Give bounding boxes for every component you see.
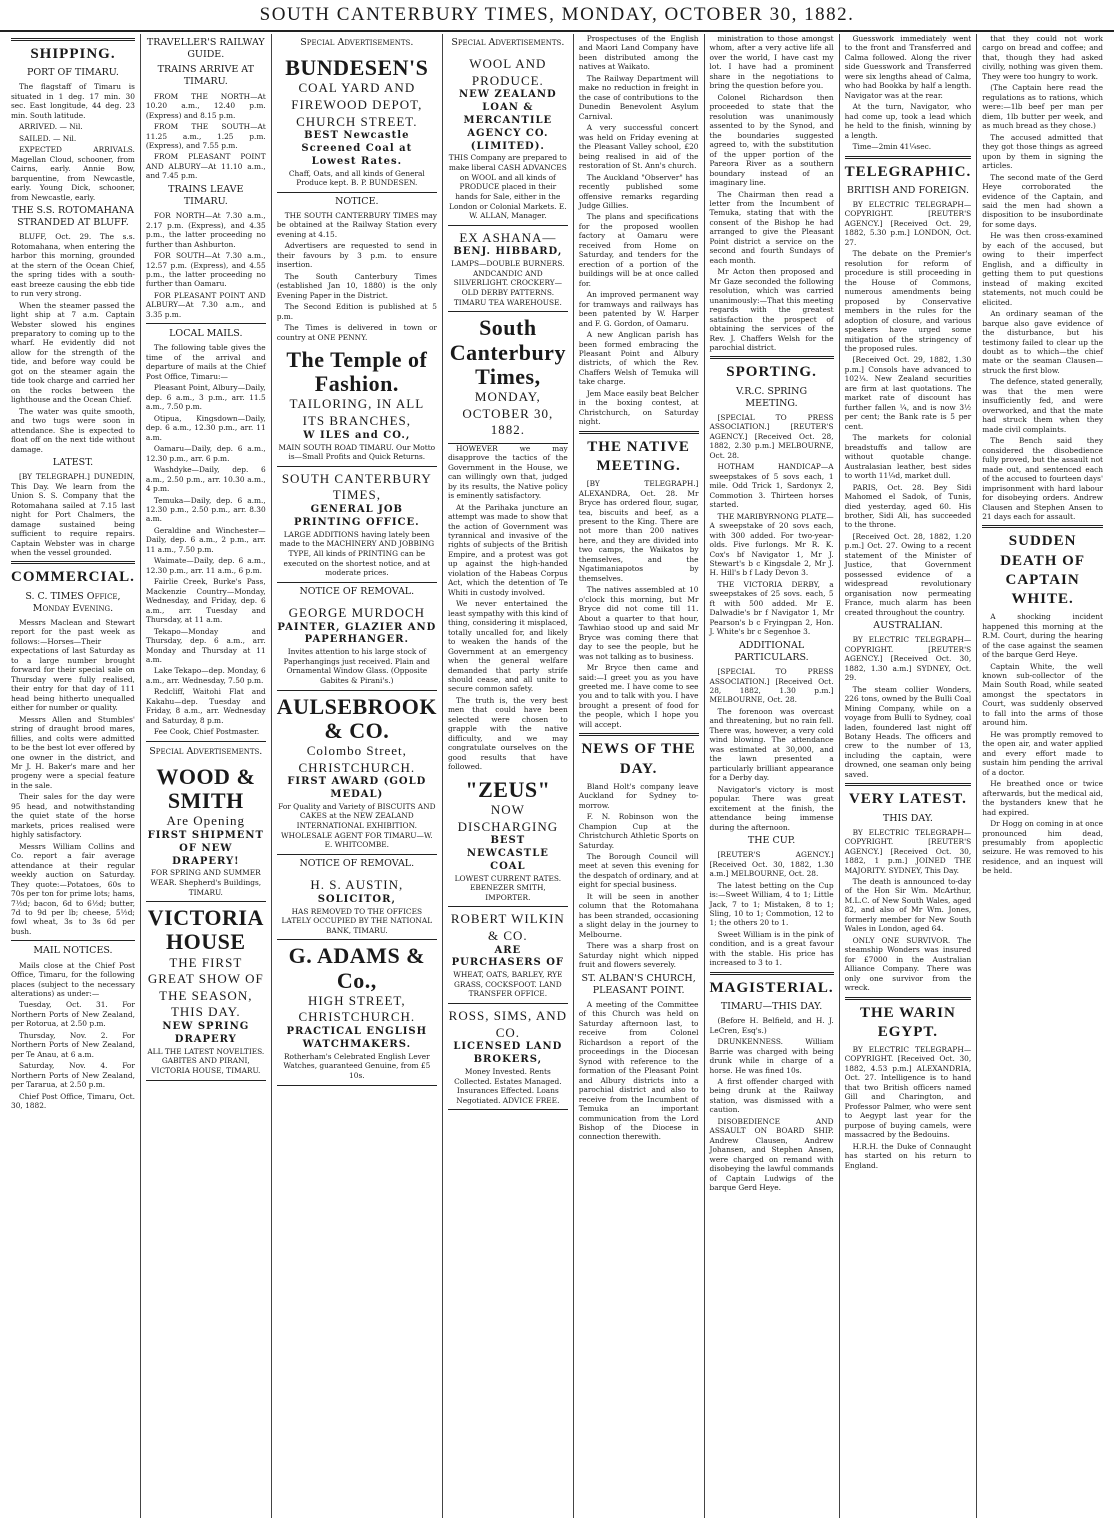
paragraph: A shocking incident happened this morning at the R.M. Court, during the hearing of the case against the seamen of the barque Gerd Heye. xyxy=(982,612,1103,660)
paragraph: The Chairman then read a letter from the Incumbent of Temuka, stating that with the consent of the Bishop he had arranged to give the Pleasant Point district a service on the second and fourth Sundays of each month. xyxy=(709,189,834,265)
subheading: TRAINS ARRIVE AT TIMARU. xyxy=(157,64,254,88)
paragraph: The natives assembled at 10 o'clock this morning, but Mr Bryce did not come till 11. About a quarter to that hour, Tawhiao stood up and said Mr Bryce was coming there that day to see the people, but he was not talking as to business. xyxy=(578,585,699,661)
subheading: THE S.S. ROTOMAHANA STRANDED AT BLUFF. xyxy=(11,204,134,229)
ad-headline: BUNDESEN'S xyxy=(285,55,429,81)
ad-heading: FIRST AWARD (GOLD MEDAL) xyxy=(287,776,427,801)
advertisement xyxy=(448,52,568,226)
column-7 xyxy=(840,34,978,1518)
advertisement xyxy=(277,344,437,467)
article-body xyxy=(146,343,266,736)
ad-text: HAS REMOVED TO THE OFFICES LATELY OCCUPIED BY THE NATIONAL BANK, TIMARU. xyxy=(281,906,433,935)
ad-subline: SOUTH CANTERBURY TIMES, xyxy=(281,470,432,503)
advertisement xyxy=(277,467,437,583)
paragraph: The second mate of the Gerd Heye corroborated the evidence of the Captain, and said the men had shown a disposition to be insubordinate for some days. xyxy=(982,172,1103,229)
article-body xyxy=(11,232,135,454)
paragraph: The defence, stated generally, was that the men were insufficiently fed, and were overworked, and that the mate had struck them when they made civil complaints. xyxy=(982,377,1103,434)
masthead-title: SOUTH CANTERBURY TIMES, MONDAY, OCTOBER 30, 1882. xyxy=(259,4,855,25)
advertisement xyxy=(277,873,437,940)
ad-text: Rotherham's Celebrated English Lever Watches, guaranteed Genuine, from £5 10s. xyxy=(283,1051,431,1080)
section-rule xyxy=(579,733,699,736)
article-body xyxy=(710,850,834,968)
ad-heading: NEW SPRING DRAPERY xyxy=(162,1021,250,1045)
paragraph: At the Parihaka juncture an attempt was made to show that the action of Government was tyrannical and invasive of the rights of subjects of the British Empire, and a protest was got up against the high-handed violation of the Habeas Corpus Act, which the detention of Te Whiti in custody involved. xyxy=(447,502,568,597)
article-body xyxy=(982,612,1103,876)
column-3 xyxy=(272,34,443,1518)
paragraph: A first offender charged with being drunk at the Railway station, was dismissed with a caution. xyxy=(709,1076,834,1115)
paragraph: FROM THE NORTH—At 10.20 a.m., 12.40 p.m. (Express) and 8.15 p.m. xyxy=(145,91,266,120)
paragraph: [Received Oct. 29, 1882, 1.30 p.m.] Consols have advanced to 102¼. New Zealand securities are firm at last quotations. The market rate of discount has further fallen ¼, and is now 3½ per cent; the Bank rate is 5 per cent. xyxy=(844,355,972,431)
section-heading: SHIPPING. xyxy=(30,46,116,62)
article-body xyxy=(11,618,135,936)
paragraph: He was then cross-examined by each of the accused, but owing to their imperfect English, and a difficulty in getting them to put questions instead of making excited statements, not much could be elicited. xyxy=(982,231,1103,307)
section-heading: TELEGRAPHIC. xyxy=(844,163,972,180)
paragraph: Advertisers are requested to send in their favours by 3 p.m. to ensure insertion. xyxy=(276,241,437,270)
article-body xyxy=(845,1045,972,1170)
section-heading: MAGISTERIAL. xyxy=(709,979,834,996)
paragraph: SAILED. — Nil. xyxy=(19,133,77,143)
paragraph: Their sales for the day were 95 head, and notwithstanding the quiet state of the horse markets, prices realised were highly satisfactory. xyxy=(11,792,135,840)
paragraph: The forenoon was overcast and threatening, but no rain fell. There was, however, a very cold wind blowing. The attendance was estimated at 30,000, and the lawn presented a particularly brilliant appearance for a Derby day. xyxy=(709,706,834,783)
advertisement xyxy=(146,761,266,902)
section-heading: THE NATIVE MEETING. xyxy=(587,438,690,474)
paragraph: The Railway Department will make no reduction in freight in the case of contributions to the Dunedin Benevolent Asylum Carnival. xyxy=(578,73,699,121)
section-heading: NEWS OF THE DAY. xyxy=(581,741,696,777)
subheading: Special Advertisements. xyxy=(300,37,414,48)
paragraph: Geraldine and Winchester—Daily, dep. 6 a.m., 2 p.m., arr. 11 a.m., 7.50 p.m. xyxy=(145,525,266,554)
paragraph: FROM PLEASANT POINT AND ALBURY—At 11.10 a.m., and 7.45 p.m. xyxy=(145,152,266,181)
article-body xyxy=(982,34,1103,521)
ad-heading: LICENSED LAND BROKERS, xyxy=(453,1041,563,1066)
article-body xyxy=(845,828,972,993)
column-4 xyxy=(443,34,574,1518)
paragraph: that they could not work cargo on bread and coffee; and that, though they had asked civilly, nothing was given them. They were too hungry to work. xyxy=(982,34,1103,81)
section-rule xyxy=(11,38,135,41)
ad-text: LARGE ADDITIONS having lately been made to the MACHINERY AND JOBBING TYPE, All kinds of PRINTING can be executed on the shortest notice, and at moderate prices. xyxy=(279,529,435,578)
paragraph: (Before H. Belfield, and H. J. LeCren, Esq's.) xyxy=(709,1016,834,1035)
ad-headline: WOOD & SMITH xyxy=(156,763,256,814)
article-body xyxy=(11,82,135,202)
paragraph: Navigator's victory is most popular. There was great excitement at the finish, the attendance being immense during the afternoon. xyxy=(709,784,834,832)
paragraph: The South Canterbury Times (established Jan 10, 1880) is the only Evening Paper in the District. xyxy=(276,271,437,300)
paragraph: An improved permanent way for tramways and railways has been patented by W. Harper and F. G. Gordon, of Oamaru. xyxy=(578,290,699,328)
paragraph: Redcliff, Waitohi Flat and Kakahu—dep. Tuesday and Friday, 8 a.m., arr. Wednesday and Saturday, 8 p.m. xyxy=(145,687,266,725)
ad-headline: AULSEBROOK & CO. xyxy=(276,693,437,743)
ad-headline: G. ADAMS & Co., xyxy=(288,943,426,993)
article-body xyxy=(710,34,834,352)
paragraph: The following table gives the time of the arrival and departure of mails at the Chief Post Office, Timaru:— xyxy=(145,343,266,381)
section-rule xyxy=(11,561,135,564)
ad-text: MAIN SOUTH ROAD TIMARU. Our Motto is—Small Profits and Quick Returns. xyxy=(278,442,436,462)
paragraph: Saturday, Nov. 4. For Northern Ports of New Zealand, per Tararua, at 2.50 p.m. xyxy=(11,1061,135,1090)
advertisement xyxy=(448,312,568,443)
ad-heading: NEW ZEALAND LOAN & MERCANTILE AGENCY CO. (LIMITED). xyxy=(458,89,557,152)
subheading: S. C. TIMES Office, Monday Evening. xyxy=(25,590,121,614)
column-1 xyxy=(6,34,141,1518)
ad-text: FOR SPRING AND SUMMER WEAR. Shepherd's Buildings, TIMARU. xyxy=(150,868,262,897)
paragraph: The flagstaff of Timaru is situated in 1 deg. 17 min. 30 sec. East longitude, 44 deg. 23 min. South latitude. xyxy=(11,82,135,120)
paragraph: Colonel Richardson then proceeded to state that the resolution was unanimously assented to by the Synod, and the boundaries suggested agreed to, with the substitution of the upper portion of the Pareora River as a southern boundary instead of an imaginary line. xyxy=(709,92,834,188)
subheading: ST. ALBAN'S CHURCH, PLEASANT POINT. xyxy=(581,972,696,996)
ad-subline: GEORGE MURDOCH xyxy=(288,604,426,620)
ad-heading: BENJ. HIBBARD, xyxy=(453,246,563,258)
ad-heading: ARE PURCHASERS OF xyxy=(451,944,565,969)
paragraph: (The Captain here read the regulations as to rations, which were:—1lb beef per man per diem, 1lb butter per week, and as much bread as they chose.) xyxy=(982,83,1103,131)
ad-subline: Colombo Street, CHRISTCHURCH. xyxy=(298,743,416,775)
paragraph: Thursday, Nov. 2. For Northern Ports of New Zealand, per Te Anau, at 6 a.m. xyxy=(11,1030,135,1059)
section-heading: SPORTING. xyxy=(726,364,817,381)
ad-subline: TAILORING, IN ALL ITS BRANCHES, xyxy=(289,396,425,429)
advertisement xyxy=(277,691,437,855)
subheading: MAIL NOTICES. xyxy=(33,945,113,957)
paragraph: DISOBEDIENCE AND ASSAULT ON BOARD SHIP. Andrew Clausen, Andrew Johansen, and Stephen Ansen, were charged on remand with disobeying the lawful commands of Captain Ludwigs of the barque Gerd Heye. xyxy=(709,1116,834,1193)
paragraph: BY ELECTRIC TELEGRAPH—COPYRIGHT. [REUTER'S AGENCY.] [Received Oct. 30, 1882, 1.30 a.m.] SYDNEY, Oct. 29. xyxy=(844,635,972,683)
paragraph: Guesswork immediately went to the front and Transferred and Calma followed. Along the river side Guesswork and Transferred were six lengths ahead of Calma, who had Bookka by half a length. Navigator was at the rear. xyxy=(844,34,972,100)
paragraph: Messrs William Collins and Co. report a fair average attendance at their regular weekly auction on Saturday. They quote:—Potatoes, 60s to 70s per ton for prime lots; hams, 7½d; bacon, 6d to 6½d; butter, 7d to 9d per lb; cheese, 5½d; fowl wheat, 3s to 3s 6d per bush. xyxy=(11,841,135,936)
paragraph: Messrs Allen and Stumbles' string of draught brood mares, fillies, and colts were admitted to be the best lot ever offered by one owner in the district, and Mr J. H. Baker's mare and her progeny were a special feature in the sale. xyxy=(11,714,135,790)
paragraph: Lake Tekapo—dep. Monday, 6 a.m., arr. Wednesday, 7.50 p.m. xyxy=(145,666,266,685)
advertisement xyxy=(448,226,568,313)
ad-text: Invites attention to his large stock of Paperhangings just received. Plain and Ornamental Window Glass. (Opposite Gabites & Pirani's.) xyxy=(283,647,431,685)
subheading: Special Advertisements. xyxy=(149,745,263,757)
paragraph: The debate on the Premier's resolution for reform of procedure is still proceeding in the House of Commons, numerous amendments being proposed by Conservative members in the rules for the adoption of closure, and various speakers have urged some mitigation of the stringency of the proposed rules. xyxy=(844,249,972,353)
section-rule xyxy=(845,997,972,1000)
paragraph: THE MARIBYRNONG PLATE—A sweepstake of 20 sovs each, with 300 added. For two-year-olds. Five furlongs. Mr R. K. Cox's bf Navigator 1, Mr J. Stewart's b c Kingsdale 2, Mr J. H. Hill's b f Lady Devon 3. xyxy=(709,511,834,578)
subheading: NOTICE. xyxy=(335,195,379,207)
subheading: AUSTRALIAN. xyxy=(873,620,943,632)
paragraph: When the steamer passed the light ship at 7 a.m. Captain Webster slowed his engines preparatory to coming up to the wharf. He evidently did not allow for the strength of the tide, and before way could be got on the steamer again the tide took charge and carried her on the rocks between the lighthouse and the Ocean Chief. xyxy=(11,300,135,405)
paragraph: [BY TELEGRAPH.] ALEXANDRA, Oct. 28. Mr Bryce has ordered flour, sugar, tea, biscuits and beef, as a present to the King. There are not more than 200 natives here, and they are divided into two camps, the Waikatos by themselves, and the Ngatimaniapotos by themselves. xyxy=(578,479,699,583)
paragraph: A meeting of the Committee of this Church was held on Saturday afternoon last, to receive from Colonel Richardson a report of the proceedings in the Diocesan Synod with reference to the formation of the Pleasant Point and Albury districts into a parochial district and also to receive from the Incumbent of Temuka an important communication from the Lord Bishop of the Diocese in connection therewith. xyxy=(578,999,699,1142)
paragraph: BY ELECTRIC TELEGRAPH—COPYRIGHT. [Received Oct. 30, 1882, 4.53 p.m.] ALEXANDRIA, Oct. 27. Intelligence is to hand that two British officers named Gill and Charington, and Professor Palmer, who were sent to Aegypt last year for the purpose of buying camels, were massacred by the Bedouins. xyxy=(844,1045,972,1140)
paragraph: HOWEVER we may disapprove the tactics of the Government in the House, we can willingly own that, judged by its results, the Native policy is eminently satisfactory. xyxy=(447,443,568,501)
paragraph: Dr Hogg on coming in at once pronounced him dead, presumably from apoplectic seizure. He was removed to his residence, and an inquest will be held. xyxy=(982,819,1104,876)
ad-subline: H. S. AUSTIN, xyxy=(310,877,404,893)
ad-heading: PAINTER, GLAZIER AND PAPERHANGER. xyxy=(277,621,437,646)
column-5 xyxy=(574,34,705,1518)
paragraph: A very successful concert was held on Friday evening at the Pleasant Valley school, £20 being realised in aid of the restoration of St. Ann's church. xyxy=(578,123,699,171)
paragraph: ARRIVED. — Nil. xyxy=(19,122,83,132)
paragraph: [BY TELEGRAPH.] DUNEDIN, This Day. We learn from the Union S. S. Company that the Rotomahana sailed at 7.15 last night for Port Chalmers, the damage sustained being sufficient to require repairs. Captain Webster was in charge when the vessel grounded. xyxy=(11,472,135,557)
subheading: LOCAL MAILS. xyxy=(169,328,243,340)
paragraph: Fee Cook, Chief Postmaster. xyxy=(153,727,260,737)
ad-heading: W ILES and CO., xyxy=(303,429,411,441)
article-body xyxy=(277,211,437,342)
paragraph: THE SOUTH CANTERBURY TIMES may be obtained at the Railway Station every evening at 4.15. xyxy=(276,211,437,239)
paragraph: [Received Oct. 28, 1882, 1.20 p.m.] Oct. 27. Owing to a recent statement of the Minister of Justice, that Government possessed evidence of a widespread revolutionary organisation now permeating France, much alarm has been created throughout the country. xyxy=(844,531,972,617)
ad-subline: MONDAY, OCTOBER 30, 1882. xyxy=(462,388,554,438)
subheading: TRAINS LEAVE TIMARU. xyxy=(168,183,244,207)
advertisement xyxy=(146,902,266,1080)
paragraph: The water was quite smooth, and two tugs were soon in attendance. She is expected to float off on the next tide without damage. xyxy=(11,406,135,454)
column-6 xyxy=(705,34,840,1518)
advertisement xyxy=(448,774,568,908)
ad-subline: Are Opening xyxy=(166,813,246,829)
paragraph: BLUFF, Oct. 29. The s.s. Rotomahana, when entering the harbor this morning, grounded at the stern of the Ocean Chief, the spring tides with a south-east breeze causing the ebb tide to run very strong. xyxy=(11,232,135,299)
paragraph: The steam collier Wonders, 226 tons, owned by the Bulli Coal Mining Company, while on a voyage from Bulli to Sydney, coal laden, foundered last night off Botany Heads. The officers and crew to the number of 13, including the captain, were drowned, one seaman only being saved. xyxy=(844,684,972,779)
paragraph: EXPECTED ARRIVALS. Magellan Cloud, schooner, from Cairns, early. Annie Bow, barquentine, from Newcastle, early. Young Dick, schooner, from Newcastle, early. xyxy=(11,145,135,202)
paragraph: The Times is delivered in town or country at ONE PENNY. xyxy=(276,323,437,342)
article-body xyxy=(579,1000,699,1142)
ad-heading: SOLICITOR, xyxy=(317,893,396,905)
article-body xyxy=(579,34,699,427)
paragraph: DRUNKENNESS. William Barrie was charged with being drunk while in charge of a horse. He was fined 10s. xyxy=(709,1037,834,1075)
ad-text: THIS Company are prepared to make liberal CASH ADVANCES on WOOL and all kinds of PRODUCE placed in their hands for Sale, either in the London or Colonial Markets. E. W. ALLAN, Manager. xyxy=(448,153,567,221)
subheading: NOTICE OF REMOVAL. xyxy=(299,585,415,597)
section-heading: SUDDEN DEATH OF CAPTAIN WHITE. xyxy=(1000,533,1086,607)
subheading: BRITISH AND FOREIGN. xyxy=(846,184,969,196)
paragraph: Waimate—Daily, dep. 6 a.m., 12.30 p.m., arr. 11 a.m., 6 p.m. xyxy=(145,556,266,575)
paragraph: Oamaru—Daily, dep. 6 a.m., 12.30 p.m., arr. 6 p.m. xyxy=(145,444,266,463)
newspaper-columns xyxy=(6,34,1108,1518)
subheading: NOTICE OF REMOVAL. xyxy=(299,857,415,869)
section-heading: VERY LATEST. xyxy=(848,791,967,808)
article-body xyxy=(579,479,699,729)
paragraph: BY ELECTRIC TELEGRAPH—COPYRIGHT. [REUTER'S AGENCY.] [Received Oct. 30, 1882, 1 p.m.] JOINED THE MAJORITY. SYDNEY, This Day. xyxy=(844,827,972,875)
advertisement xyxy=(448,1004,568,1110)
paragraph: Jem Mace easily beat Belcher in the boxing contest, at Christchurch, on Saturday night. xyxy=(578,388,699,427)
paragraph: ONLY ONE SURVIVOR. The steamship Wonders was insured for £7000 in the Australian Alliance Company. There was only one survivor from the wreck. xyxy=(844,935,972,993)
paragraph: The markets for colonial breadstuffs and tallow are without quotable change. Australasian leather, best sides to worth 11¼d, market dull. xyxy=(844,433,972,481)
paragraph: [SPECIAL TO PRESS ASSOCIATION.] [Received Oct. 28, 1882, 1.30 p.m.] MELBOURNE, Oct. 28. xyxy=(709,667,834,705)
subheading: V.R.C. SPRING MEETING. xyxy=(736,385,808,409)
paragraph: A new Anglican parish has been formed embracing the Pleasant Point and Albury districts, of which the Rev. Chaffers Welsh of Temuka will take charge. xyxy=(578,330,699,387)
paragraph: Messrs Maclean and Stewart report for the past week as follows:—Horses—Their expectations of last Saturday as to a large number brought forward for their special sale on Thursday were fully realised, their entry for that day of 111 head being hitherto unequalled either for number or quality. xyxy=(11,617,135,713)
paragraph: ministration to those amongst whom, after a very active life all over the world, I have cast my lot. I have had a prominent share in the negotiations to bring the question before you. xyxy=(709,34,834,91)
section-heading: THE WARIN EGYPT. xyxy=(859,1004,956,1040)
ad-subline: THE FIRST GREAT SHOW OF THE SEASON, THIS DAY. xyxy=(147,954,264,1020)
paragraph: Time—2min 41¼sec. xyxy=(852,142,932,152)
paragraph: Tuesday, Oct. 31. For Northern Ports of New Zealand, per Rotorua, at 2.50 p.m. xyxy=(11,1000,135,1029)
section-rule xyxy=(845,783,972,786)
ad-subline: ROBERT WILKIN & CO. xyxy=(450,911,565,944)
ad-headline: "ZEUS" xyxy=(465,776,551,802)
ad-headline: South Canterbury Times, xyxy=(449,315,566,389)
advertisement xyxy=(277,601,437,691)
ad-headline: VICTORIA HOUSE xyxy=(147,905,264,955)
article-body xyxy=(146,92,266,181)
article-body xyxy=(710,1016,834,1192)
ad-text: Chaff, Oats, and all kinds of General Produce kept. B. P. BUNDESEN. xyxy=(288,168,425,188)
ad-text: For Quality and Variety of BISCUITS AND CAKES at the NEW ZEALAND INTERNATIONAL EXHIBITION. WHOLESALE AGENT FOR TIMARU—W. E. WHITCOMBE. xyxy=(278,801,436,850)
paragraph: Tekapo—Monday and Thursday, dep. 6 a.m., arr. Monday and Thursday at 11 a.m. xyxy=(145,626,266,664)
paragraph: FOR PLEASANT POINT AND ALBURY—At 7.30 a.m., and 3.35 p.m. xyxy=(145,290,266,319)
paragraph: PARIS, Oct. 28. Bey Sidi Mahomed el Sadok, of Tunis, died yesterday, aged 60. His brother, Sidi Ali, has succeeded to the throne. xyxy=(844,482,972,530)
paragraph: Mails close at the Chief Post Office, Timaru, for the following places (subject to the necessary alterations) as under:— xyxy=(11,960,135,998)
ad-heading: BEST NEWCASTLE COAL xyxy=(466,835,549,872)
subheading: LATEST. xyxy=(52,457,94,469)
ad-text: ALL THE LATEST NOVELTIES. GABITES AND PIRANI, VICTORIA HOUSE, TIMARU. xyxy=(147,1046,265,1075)
paragraph: The latest betting on the Cup is:—Sweet William, 4 to 1; Little Jack, 7 to 1; Mistaken, 8 to 1; Sling, 10 to 1; Commotion, 12 to 1; the others 20 to 1. xyxy=(709,880,834,928)
section-rule xyxy=(710,356,834,359)
advertisement xyxy=(277,940,437,1085)
paragraph: The truth is, the very best men that could have been selected were chosen to grapple with the native difficulty, and we may congratulate ourselves on the good results that have followed. xyxy=(447,695,568,772)
paragraph: There was a sharp frost on Saturday night which nipped fruit and flowers severely. xyxy=(578,941,699,970)
divider xyxy=(146,741,266,742)
paragraph: HOTHAM HANDICAP—A sweepstakes of 5 sovs each, 1 mile. Odd Trick 1, Sardonyx 2, Commotion 3. Thirteen horses started. xyxy=(709,462,834,510)
paragraph: H.R.H. the Duke of Connaught has started on his return to England. xyxy=(844,1141,972,1170)
paragraph: Temuka—Daily, dep. 6 a.m., 12.30 p.m., 2.50 p.m., arr. 8.30 a.m. xyxy=(145,495,266,524)
ad-subline: WOOL AND PRODUCE. xyxy=(469,56,547,88)
article-body xyxy=(579,782,699,970)
article-body xyxy=(11,472,135,557)
article-body xyxy=(448,444,568,772)
paragraph: FROM THE SOUTH—At 11.25 a.m., 1.25 p.m. (Express), and 7.55 p.m. xyxy=(145,122,266,150)
ad-heading: FIRST SHIPMENT OF NEW DRAPERY! xyxy=(147,829,264,867)
ad-subline: NOW DISCHARGING xyxy=(457,801,559,834)
masthead xyxy=(0,0,1114,32)
paragraph: FOR NORTH—At 7.30 a.m., 2.17 p.m. (Express), and 4.35 p.m., the latter proceeding no further than Ashburton. xyxy=(145,211,266,249)
paragraph: FOR SOUTH—At 7.30 a.m., 12.57 p.m. (Express), and 4.55 p.m., the latter proceeding no further than Oamaru. xyxy=(145,251,266,289)
section-rule xyxy=(982,525,1103,528)
ad-subline: COAL YARD AND FIREWOOD DEPOT, CHURCH STREET. xyxy=(291,80,423,129)
paragraph: He breathed once or twice afterwards, but the medical aid, the bystanders knew that he had expired. xyxy=(982,779,1103,817)
paragraph: Bland Holt's company leave Auckland for Sydney to-morrow. xyxy=(578,781,699,810)
ad-heading: GENERAL JOB PRINTING OFFICE. xyxy=(294,504,420,528)
paragraph: THE VICTORIA DERBY, a sweepstakes of 25 sovs. each, 5 ft with 500 added. Mr E. Dalwadie's br f Navigator 1, Mr Pearson's b c Fryingpan 2, Hon. J. White's br c Segenhoe 3. xyxy=(709,579,834,637)
paragraph: Chief Post Office, Timaru, Oct. 30, 1882. xyxy=(11,1091,135,1111)
paragraph: Prospectuses of the English and Maori Land Company have been distributed among the natives at Waikato. xyxy=(578,34,699,72)
article-body xyxy=(710,413,834,637)
paragraph: Sweet William is in the pink of condition, and is a great favour with the stable. His price has increased to 3 to 1. xyxy=(709,929,834,968)
subheading: Special Advertisements. xyxy=(451,37,565,48)
section-rule xyxy=(710,972,834,975)
column-8 xyxy=(977,34,1108,1518)
paragraph: Mr Acton then proposed and Mr Gaze seconded the following resolution, which was carried unanimously:—That this meeting regards with the greatest satisfaction the prospect of obtaining the services of the Rev. J. Chaffers Welsh for the parochial district. xyxy=(709,267,834,352)
paragraph: The accused admitted that they got those things as agreed upon by them in signing the articles. xyxy=(982,132,1103,171)
article-body xyxy=(11,961,135,1111)
paragraph: Captain White, the well known sub-collector of the Main South Road, while seated amongst the spectators in Court, was suddenly observed to fall into the arms of those around him. xyxy=(982,661,1103,728)
paragraph: We never entertained the least sympathy with this kind of thing, considering it misplaced, totally uncalled for, and likely to weaken the hands of the Government at an emergency when the general welfare demanded that party strife should cease, and all unite to secure common safety. xyxy=(447,599,568,694)
section-heading: COMMERCIAL. xyxy=(11,569,135,586)
advertisement xyxy=(448,907,568,1004)
article-body xyxy=(710,667,834,832)
section-rule xyxy=(845,156,972,159)
article-body xyxy=(845,635,972,779)
paragraph: BY ELECTRIC TELEGRAPH—COPYRIGHT. [REUTER'S AGENCY.] [Received Oct. 29, 1882, 5.30 p.m.] LONDON, Oct. 27. xyxy=(844,199,972,247)
paragraph: Mr Bryce then came and said:—I greet you as you have greeted me. I have come to see you and to talk with you. I have brought a present of food for the people, which I hope you will accept. xyxy=(578,663,699,729)
ad-subline: EX ASHANA— xyxy=(459,229,557,245)
paragraph: At the turn, Navigator, who had come up, took a lead which he held to the finish, winning by a length. xyxy=(844,102,972,140)
ad-text: WHEAT, OATS, BARLEY, RYE GRASS, COCKSFOOT. LAND TRANSFER OFFICE. xyxy=(453,970,563,999)
advertisement xyxy=(277,52,437,193)
paragraph: F. N. Robinson won the Champion Cup at the Christchurch Athletic Sports on Saturday. xyxy=(578,812,699,850)
paragraph: He was promptly removed to the open air, and water applied and every effort made to sustain him pending the arrival of a doctor. xyxy=(982,729,1103,777)
paragraph: An ordinary seaman of the barque also gave evidence of the disturbance, but his testimony failed to clear up the doubt as to which—the chief mate or the seaman Clausen—struck the first blow. xyxy=(982,309,1103,375)
paragraph: [REUTER'S AGENCY.] [Received Oct. 30, 1882, 1.30 a.m.] MELBOURNE, Oct. 28. xyxy=(709,850,834,879)
subheading: THE CUP. xyxy=(747,835,796,847)
ad-subline: HIGH STREET, CHRISTCHURCH. xyxy=(298,992,416,1025)
subheading: THIS DAY. xyxy=(882,812,933,824)
subheading: TIMARU—THIS DAY. xyxy=(720,1001,823,1012)
paragraph: The death is announced to-day of the Hon Sir Wm. McArthur, M.L.C. of New South Wales, aged 82, and also of Mr Wm. Jones, formerly member for New South Wales in London, aged 64. xyxy=(844,877,972,934)
subheading: ADDITIONAL PARTICULARS. xyxy=(734,639,809,663)
divider xyxy=(146,323,266,324)
ad-heading: PRACTICAL ENGLISH WATCHMAKERS. xyxy=(286,1026,428,1050)
paragraph: The Bench said they considered the disobedience fully proved, but the assault not made out, and sentenced each of the accused to fourteen days' imprisonment with hard labour for disobeying orders. Andrew Clausen and Stephen Ansen to 21 days each for assault. xyxy=(982,436,1103,521)
divider xyxy=(11,940,135,941)
paragraph: The plans and specifications for the proposed woollen factory at Oamaru were received from Home on Saturday, and tenders for the erection of a portion of the buildings will be at once called for. xyxy=(578,212,699,288)
article-body xyxy=(845,200,972,617)
paragraph: The Second Edition is published at 5 p.m. xyxy=(276,302,437,321)
column-2 xyxy=(141,34,272,1518)
ad-headline: The Temple of Fashion. xyxy=(286,347,428,397)
ad-subline: ROSS, SIMS, AND CO. xyxy=(448,1008,567,1040)
paragraph: The Borough Council will meet at seven this evening for the despatch of ordinary, and at eight for special business. xyxy=(578,851,699,890)
paragraph: It will be seen in another column that the Rotomahana has been stranded, occasioning a slight delay in the journey to Melbourne. xyxy=(578,891,699,939)
ad-heading: BEST Newcastle Screened Coal at Lowest Rates. xyxy=(301,130,413,167)
paragraph: The Auckland "Observer" has recently published some offensive remarks regarding Judge Gillies. xyxy=(578,172,699,210)
subheading: PORT OF TIMARU. xyxy=(27,67,119,79)
ad-text: LAMPS—DOUBLE BURNERS. ANDCANDIC AND SILVERLIGHT. CROCKERY—OLD DERBY PATTERNS. TIMARU TEA WAREHOUSE. xyxy=(451,259,565,307)
article-body xyxy=(146,211,266,319)
subheading: TRAVELLER'S RAILWAY GUIDE. xyxy=(146,37,265,61)
paragraph: Otipua, Kingsdown—Daily, dep. 6 a.m., 12.30 p.m., arr. 11 a.m. xyxy=(145,413,266,442)
section-rule xyxy=(579,431,699,434)
paragraph: Pleasant Point, Albury—Daily, dep. 6 a.m., 3 p.m., arr. 11.5 a.m., 7.50 p.m. xyxy=(145,383,266,412)
paragraph: Washdyke—Daily, dep. 6 a.m., 2.50 p.m., arr. 10.30 a.m., 4 p.m. xyxy=(145,465,266,494)
ad-text: Money Invested. Rents Collected. Estates Managed. Insurances Effected. Loans Negotiated. ADVICE FREE. xyxy=(454,1066,562,1105)
article-body xyxy=(845,34,972,152)
paragraph: Fairlie Creek, Burke's Pass, Mackenzie Country—Monday, Wednesday, and Friday, dep. 6 a.m., arr. Tuesday and Thursday, at 11 a.m. xyxy=(145,577,266,625)
ad-text: LOWEST CURRENT RATES. EBENEZER SMITH, IMPORTER. xyxy=(454,873,562,902)
paragraph: [SPECIAL TO PRESS ASSOCIATION.] [REUTER'S AGENCY.] [Received Oct. 28, 1882, 2.30 p.m.] MELBOURNE, Oct. 28. xyxy=(709,412,834,460)
